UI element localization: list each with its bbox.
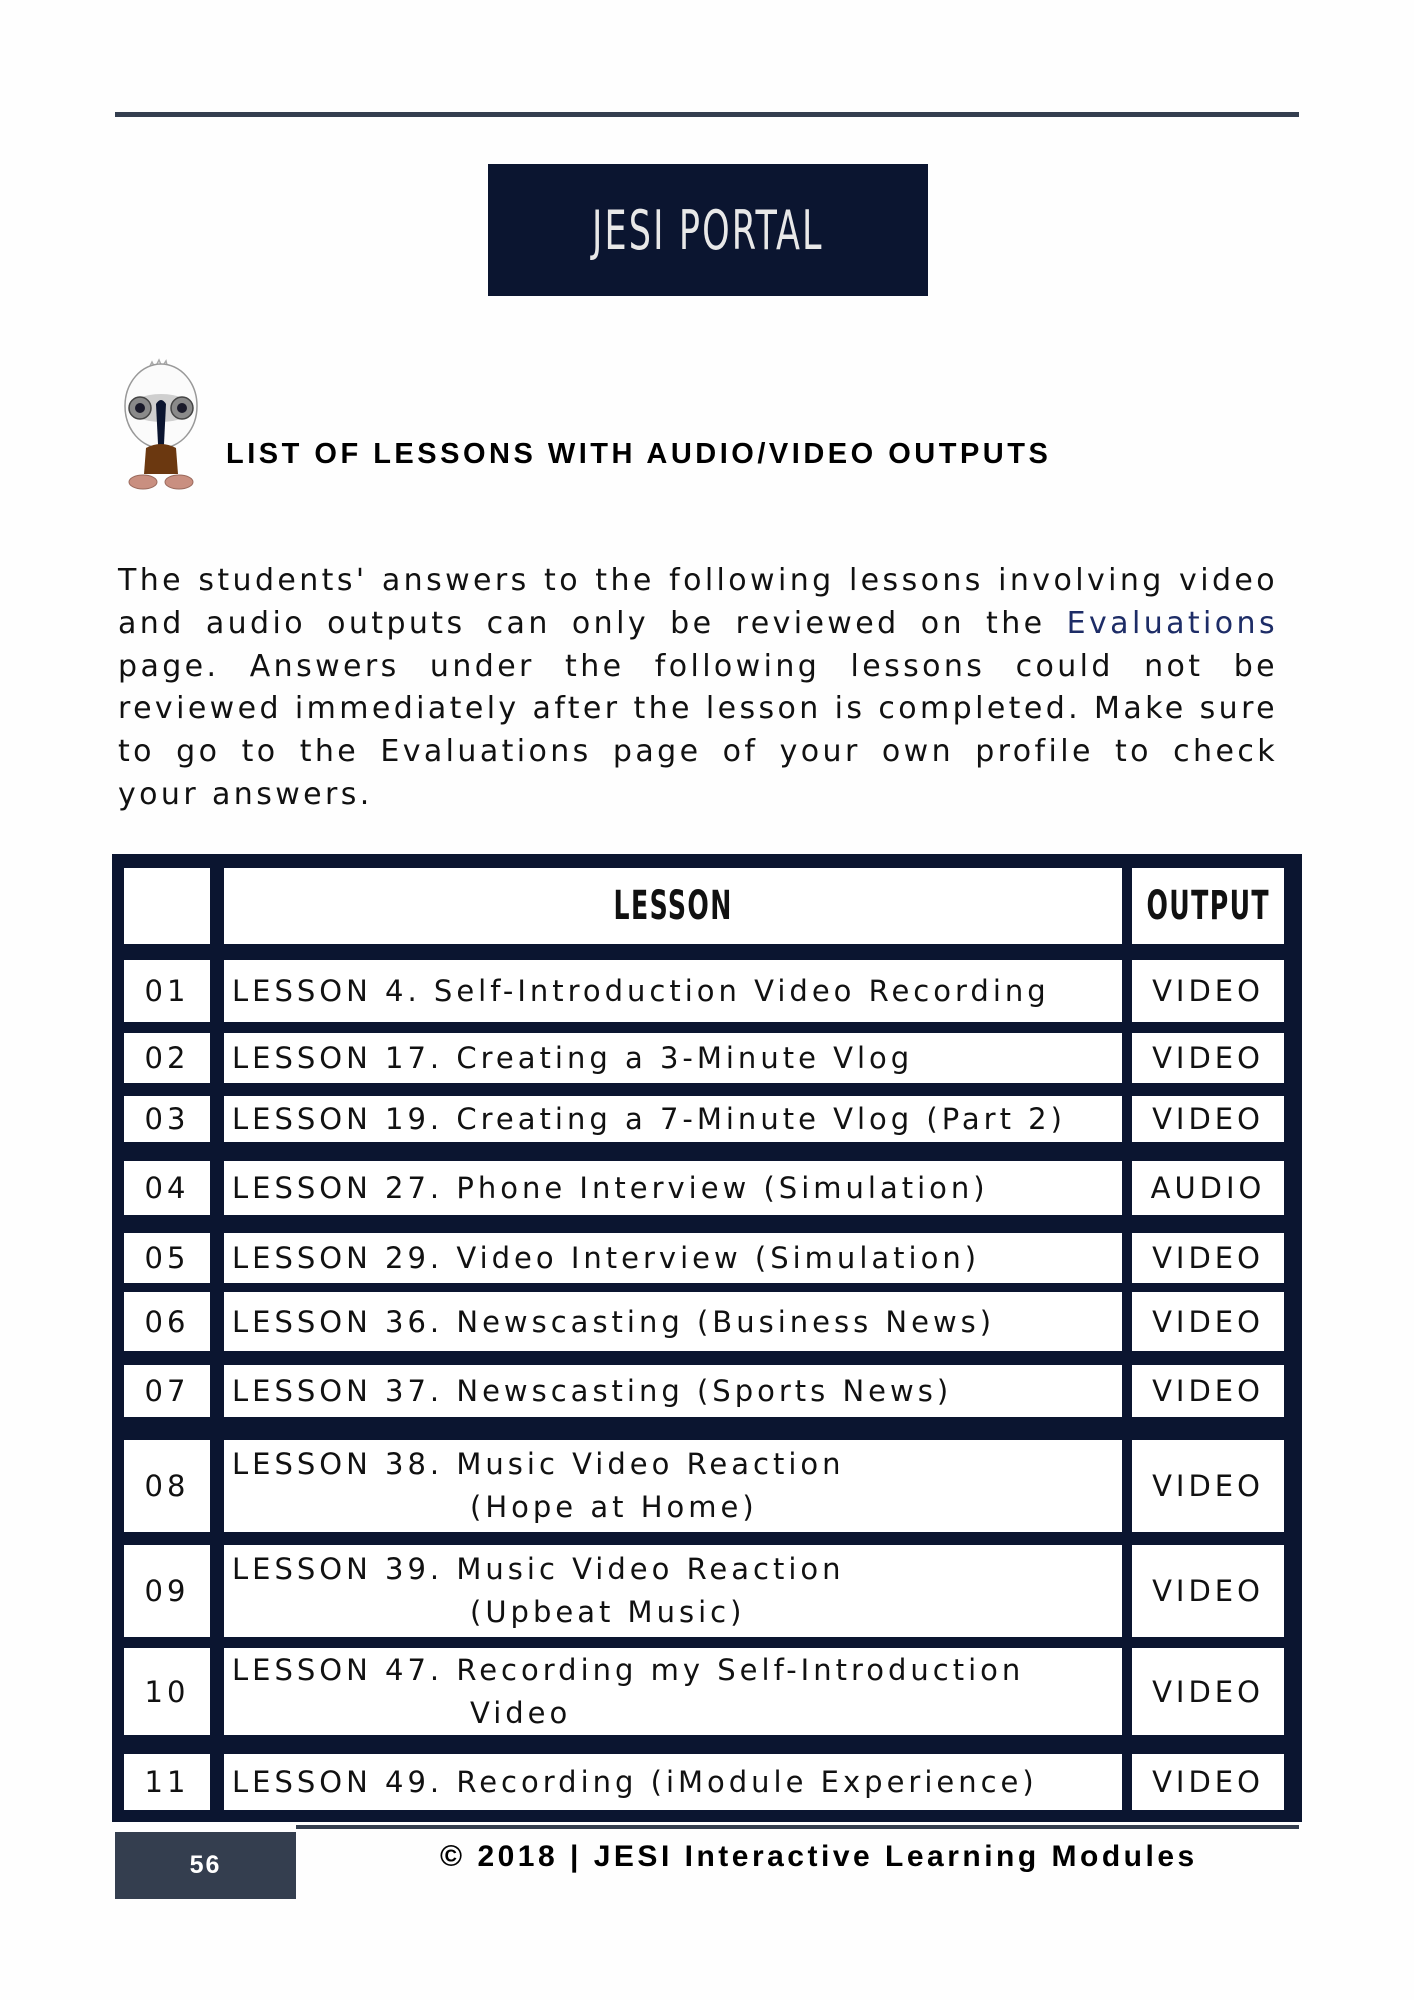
lesson-title: LESSON 27. Phone Interview (Simulation) [232, 1171, 989, 1205]
row-lesson [224, 1033, 1122, 1083]
header-cell-number [124, 868, 210, 944]
owl-mascot-icon [118, 356, 204, 492]
lesson-title: LESSON 37. Newscasting (Sports News) [232, 1374, 953, 1408]
row-number: 08 [124, 1440, 210, 1532]
header-cell-lesson [224, 868, 1122, 944]
top-divider [115, 112, 1299, 117]
lesson-title: LESSON 19. Creating a 7-Minute Vlog (Part 2) [232, 1102, 1066, 1136]
lessons-table [112, 854, 1302, 1822]
page-number: 56 [189, 1851, 222, 1879]
row-number: 11 [124, 1754, 210, 1810]
row-number: 06 [124, 1292, 210, 1351]
lesson-title: LESSON 36. Newscasting (Business News) [232, 1304, 996, 1339]
footer-divider [296, 1825, 1299, 1829]
row-number: 04 [124, 1161, 210, 1215]
row-number: 05 [124, 1233, 210, 1283]
lesson-title: LESSON 39. Music Video Reaction [232, 1552, 845, 1586]
row-output-type: VIDEO [1132, 1096, 1284, 1142]
header-lesson-label: LESSON [613, 883, 733, 929]
header-output-label: OUTPUT [1146, 883, 1270, 929]
row-output-type: VIDEO [1132, 1365, 1284, 1417]
header-cell-output [1132, 868, 1284, 944]
row-lesson [224, 1096, 1122, 1142]
row-output-type: VIDEO [1132, 1754, 1284, 1810]
intro-text-cont: page. Answers under the following lessons could not be reviewed immediately after the lesson is completed. Make sure to go to the Evaluations page of your own profile to check your answers. [118, 648, 1278, 812]
row-output-type: VIDEO [1132, 1440, 1284, 1532]
row-lesson [224, 1545, 1122, 1637]
row-output-type: VIDEO [1132, 1033, 1284, 1083]
row-lesson [224, 1233, 1122, 1283]
row-number: 10 [124, 1648, 210, 1735]
row-number: 03 [124, 1096, 210, 1142]
page-number-box [115, 1832, 296, 1899]
lesson-title-cont: (Upbeat Music) [470, 1595, 746, 1629]
row-lesson [224, 1292, 1122, 1351]
page-title: JESI PORTAL [592, 198, 824, 262]
lesson-title-cont: Video [470, 1695, 572, 1730]
row-output-type: AUDIO [1132, 1161, 1284, 1215]
row-output-type: VIDEO [1132, 1292, 1284, 1351]
section-heading: LIST OF LESSONS WITH AUDIO/VIDEO OUTPUTS [226, 438, 1052, 470]
row-lesson [224, 1365, 1122, 1417]
lesson-title: LESSON 17. Creating a 3-Minute Vlog [232, 1041, 914, 1075]
row-number: 07 [124, 1365, 210, 1417]
row-lesson [224, 1648, 1122, 1735]
row-lesson [224, 1440, 1122, 1532]
intro-text: The students' answers to the following lessons involving video and audio outputs can only be reviewed on the [118, 563, 1278, 641]
row-output-type: VIDEO [1132, 1545, 1284, 1637]
evaluations-link[interactable]: Evaluations [1066, 605, 1278, 641]
row-number: 02 [124, 1033, 210, 1083]
row-output-type: VIDEO [1132, 960, 1284, 1022]
lesson-title: LESSON 29. Video Interview (Simulation) [232, 1241, 981, 1275]
row-lesson [224, 960, 1122, 1022]
row-output-type: VIDEO [1132, 1233, 1284, 1283]
row-lesson [224, 1754, 1122, 1810]
lesson-title: LESSON 4. Self-Introduction Video Recording [232, 974, 1050, 1008]
lesson-title: LESSON 38. Music Video Reaction [232, 1447, 845, 1481]
page-title-banner [488, 164, 928, 296]
lesson-title-cont: (Hope at Home) [470, 1490, 758, 1524]
copyright-text: © 2018 | JESI Interactive Learning Modules [440, 1840, 1198, 1873]
row-number: 09 [124, 1545, 210, 1637]
lesson-title: LESSON 47. Recording my Self-Introduction [232, 1652, 1025, 1687]
row-output-type: VIDEO [1132, 1648, 1284, 1735]
row-number: 01 [124, 960, 210, 1022]
row-lesson [224, 1161, 1122, 1215]
intro-paragraph [118, 560, 1278, 817]
lesson-title: LESSON 49. Recording (iModule Experience) [232, 1765, 1038, 1799]
